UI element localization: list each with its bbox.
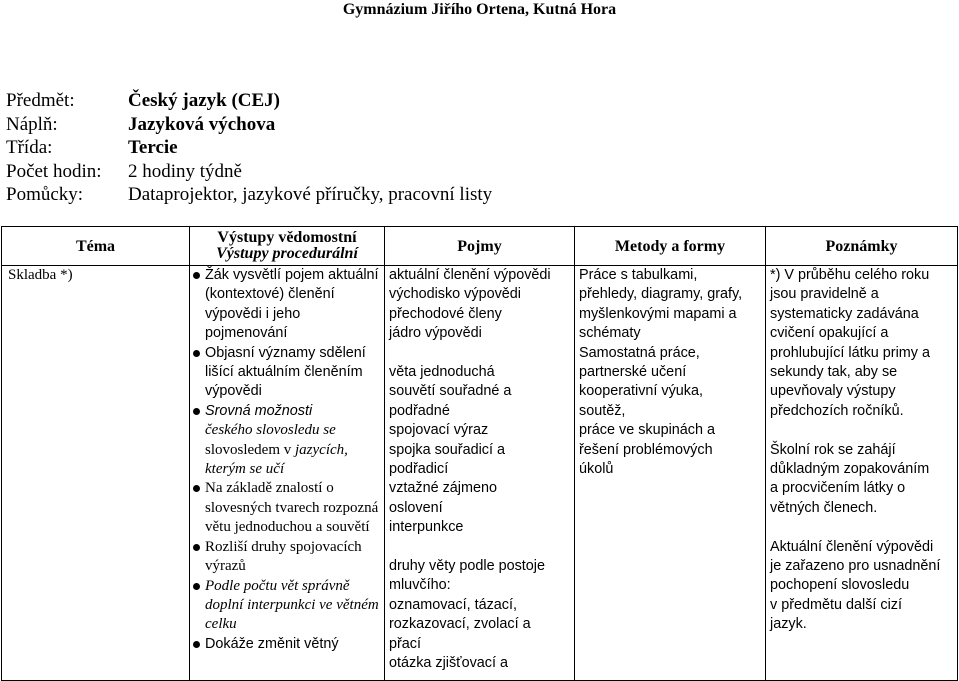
- metody-line: soutěž,: [579, 402, 626, 419]
- poznamky-line: Školní rok se zahájí: [770, 441, 896, 458]
- poznamky-line: je zařazeno pro usnadnění: [770, 558, 941, 575]
- pojmy-line: rozkazovací, zvolací a: [389, 616, 531, 633]
- poznamky-line: systematicky zadávána: [770, 305, 919, 322]
- pojmy-line: jádro výpovědi: [389, 325, 482, 342]
- vystup-text-part: kterým se učí: [205, 461, 285, 478]
- pojmy-line: aktuální členění výpovědi: [389, 267, 551, 283]
- pojmy-line: podřadicí: [389, 461, 449, 478]
- metody-line: partnerské učení: [579, 364, 687, 381]
- info-value: Jazyková výchova: [128, 113, 276, 135]
- poznamky-line: důkladným zopakováním: [770, 461, 930, 478]
- poznamky-line: cvičení opakující a: [770, 325, 889, 342]
- vystup-text: Dokáže změnit větný: [205, 635, 339, 652]
- poznamky-line: předchozích ročníků.: [770, 402, 904, 419]
- vystup-text: Na základě znalostí o slovesných tvarech rozpozná větu jednoduchou a souvětí: [205, 480, 379, 536]
- poznamky-line: jazyk.: [770, 616, 807, 633]
- info-row: [6, 160, 492, 184]
- vystup-text: Žák vysvětlí pojem aktuální (kontextové) členění výpovědi i jeho pojmenování: [205, 267, 379, 342]
- poznamky-line: pochopení slovosledu: [770, 577, 910, 594]
- info-key: Třída:: [6, 137, 53, 158]
- poznamky-line: [770, 518, 957, 537]
- vystup-text-part: jazycích,: [295, 441, 348, 458]
- pojmy-line: souvětí souřadné a: [389, 383, 512, 400]
- vystup-text: Srovná možnosti: [205, 402, 313, 419]
- pojmy-line: otázka zjišťovací a: [389, 655, 508, 672]
- metody-line: přehledy, diagramy, grafy,: [579, 286, 743, 303]
- course-info: [6, 89, 492, 207]
- cell-metody: [575, 266, 766, 681]
- pojmy-line: spojka souřadicí a: [389, 441, 505, 458]
- poznamky-line: v předmětu další cizí: [770, 596, 902, 613]
- poznamky-line: upevňovaly výstupy: [770, 383, 896, 400]
- info-value: Tercie: [128, 137, 178, 158]
- vystup-text: Rozliší druhy spojovacích výrazů: [205, 538, 362, 575]
- pojmy-line: východisko výpovědi: [389, 286, 521, 303]
- pojmy-line: [389, 538, 574, 557]
- poznamky-line: [770, 421, 957, 440]
- pojmy-line: oznamovací, tázací,: [389, 596, 517, 613]
- pojmy-line: interpunkce: [389, 519, 464, 536]
- vystup-item: [192, 266, 384, 344]
- vystup-text-part: českého slovosledu se: [205, 422, 336, 439]
- vystup-item: [192, 635, 384, 654]
- info-key: Náplň:: [6, 113, 58, 135]
- cell-tema: [2, 266, 190, 681]
- info-row: [6, 89, 492, 113]
- pojmy-line: druhy věty podle postoje: [389, 558, 545, 575]
- pojmy-line: spojovací výraz: [389, 422, 489, 439]
- pojmy-line: vztažné zájmeno: [389, 480, 497, 497]
- info-value: Dataprojektor, jazykové příručky, pracovní listy: [128, 184, 493, 205]
- metody-line: myšlenkovými mapami a: [579, 305, 737, 322]
- metody-line: řešení problémových: [579, 441, 713, 458]
- info-value: Český jazyk (CEJ): [128, 90, 280, 111]
- info-value: 2 hodiny týdně: [128, 160, 242, 182]
- vystupy-list: [190, 266, 384, 654]
- poznamky-line: *) V průběhu celého roku: [770, 267, 930, 283]
- info-row: [6, 113, 492, 137]
- vystup-text-part: slovosledem v: [205, 441, 295, 458]
- poznamky-line: větných členech.: [770, 499, 878, 516]
- poznamky-line: prohlubující látku primy a: [770, 344, 930, 361]
- pojmy-line: přací: [389, 635, 421, 652]
- header-poznamky: Poznámky: [766, 227, 958, 266]
- cell-vystupy: [190, 266, 385, 681]
- vystup-item: [192, 538, 384, 577]
- vystup-item: [192, 577, 384, 635]
- pojmy-line: mluvčího:: [389, 577, 451, 594]
- table-row: [2, 266, 958, 681]
- header-vystupy-proceduralni: Výstupy procedurální: [216, 245, 358, 262]
- vystup-item: [192, 479, 384, 537]
- curriculum-table: [1, 226, 958, 681]
- poznamky-line: jsou pravidelně a: [770, 286, 879, 303]
- info-row: [6, 183, 492, 207]
- info-key: Předmět:: [6, 90, 75, 111]
- header-pojmy: Pojmy: [385, 227, 575, 266]
- info-row: [6, 136, 492, 160]
- poznamky-line: sekundy tak, aby se: [770, 364, 898, 381]
- metody-line: Práce s tabulkami,: [579, 267, 698, 283]
- pojmy-line: oslovení: [389, 499, 443, 516]
- pojmy-line: [389, 344, 574, 363]
- metody-line: kooperativní výuka,: [579, 383, 703, 400]
- info-key: Pomůcky:: [6, 184, 84, 205]
- table-header-row: [2, 227, 958, 266]
- header-metody: Metody a formy: [575, 227, 766, 266]
- poznamky-line: Aktuální členění výpovědi: [770, 538, 934, 555]
- pojmy-line: podřadné: [389, 402, 450, 419]
- header-vystupy: [190, 227, 385, 266]
- vystup-text: Objasní významy sdělení lišící aktuálním členěním výpovědi: [205, 344, 366, 400]
- cell-poznamky: [766, 266, 958, 681]
- metody-line: Samostatná práce,: [579, 344, 700, 361]
- metody-line: úkolů: [579, 461, 614, 478]
- metody-line: práce ve skupinách a: [579, 422, 715, 439]
- cell-pojmy: [385, 266, 575, 681]
- header-vystupy-vedomostni: Výstupy vědomostní: [217, 228, 357, 246]
- vystup-text: Podle počtu vět správně doplní interpunkci ve větném celku: [205, 577, 379, 633]
- poznamky-line: a procvičením látky o: [770, 480, 906, 497]
- pojmy-line: věta jednoduchá: [389, 364, 495, 381]
- pojmy-line: přechodové členy: [389, 305, 502, 322]
- tema-text: Skladba *): [8, 267, 73, 283]
- header-tema: Téma: [2, 227, 190, 266]
- vystup-item: [192, 402, 384, 480]
- info-key: Počet hodin:: [6, 160, 102, 182]
- vystup-item: [192, 344, 384, 402]
- school-name: Gymnázium Jiřího Ortena, Kutná Hora: [342, 1, 617, 18]
- metody-line: schématy: [579, 325, 641, 342]
